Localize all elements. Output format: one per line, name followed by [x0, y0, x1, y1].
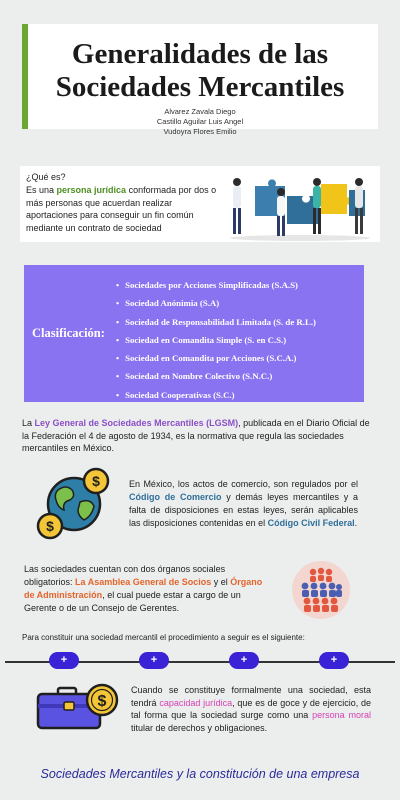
text-part: Cuando se constituye formalmente una sociedad, esta tendrá	[131, 685, 371, 708]
highlight-persona-juridica: persona jurídica	[56, 185, 127, 195]
text-part: En México, los actos de comercio, son regulados por el	[129, 479, 358, 489]
title-line-1: Generalidades de las	[71, 38, 329, 70]
highlight-lgsm: Ley General de Sociedades Mercantiles (LGSM)	[34, 418, 239, 428]
text-part: .	[354, 518, 358, 528]
group-people-icon	[291, 560, 351, 620]
list-item: • Sociedad en Nombre Colectivo (S.N.C.)	[116, 367, 316, 385]
page-title	[0, 38, 400, 104]
constitucion-paragraph	[131, 684, 371, 734]
author-1: Alvarez Zavala Diego	[164, 107, 236, 116]
comercio-paragraph	[129, 478, 358, 530]
text-part: , publicada en el Diario Oficial de la Federación el 4 de agosto de 1934, es la normativa que regula las sociedades mercantiles en México.	[22, 418, 370, 454]
text-part: y el	[211, 577, 231, 587]
timeline-step-4-button[interactable]: +	[319, 652, 349, 669]
text-part: y demás leyes mercantiles y a falta de disposiciones en estas leyes, serán aplicables las disposiciones contenidas en el	[129, 492, 358, 528]
svg-text:$: $	[46, 518, 54, 534]
ley-paragraph	[22, 417, 378, 455]
text-part: Las sociedades cuentan con dos órganos sociales obligatorios:	[24, 564, 226, 587]
list-item: • Sociedad en Comandita Simple (S. en C.S.)	[116, 331, 316, 349]
footer-title: Sociedades Mercantiles y la constitución de una empresa	[40, 767, 360, 781]
list-item: • Sociedad en Comandita por Acciones (S.C.A.)	[116, 349, 316, 367]
text-part: , el cual puede estar a cargo de un Gerente o de un Consejo de Gerentes.	[24, 590, 241, 613]
timeline-step-1-button[interactable]: +	[49, 652, 79, 669]
que-es-label: ¿Qué es?	[26, 172, 66, 182]
text-part: La	[22, 418, 35, 428]
organos-paragraph	[24, 563, 264, 615]
que-es-text	[26, 184, 222, 234]
text-part: , que es de goce y de ejercicio, de tal forma que la sociedad surge como una	[131, 697, 371, 721]
list-item: • Sociedad Cooperativas (S.C.)	[116, 386, 316, 404]
svg-text:$: $	[92, 473, 100, 489]
list-item: • Sociedad de Responsabilidad Limitada (S. de R.L.)	[116, 313, 316, 331]
timeline-step-2-button[interactable]: +	[139, 652, 169, 669]
author-2: Castillo Aguilar Luis Angel	[156, 117, 244, 126]
text-part: titular de derechos y obligaciones.	[131, 722, 268, 733]
highlight-codigo-civil: Código Civil Federal	[267, 518, 355, 528]
highlight-codigo-comercio: Código de Comercio	[129, 492, 222, 502]
timeline-step-3-button[interactable]: +	[229, 652, 259, 669]
title-line-2: Sociedades Mercantiles	[55, 71, 345, 103]
authors	[0, 107, 400, 137]
list-item: • Sociedades por Acciones Simplificadas (S.A.S)	[116, 276, 316, 294]
svg-text:$: $	[97, 693, 107, 710]
puzzle-team-illustration	[225, 168, 375, 242]
author-3: Vudoyra Flores Emilio	[163, 127, 237, 136]
text-part: Es una	[26, 185, 57, 195]
highlight-organo-admin: Órgano de Administración	[24, 577, 263, 600]
text-part: conformada por dos o más personas que acuerdan realizar aportaciones para conseguir un fin común mediante un contrato de sociedad	[26, 185, 217, 233]
highlight-persona-moral: persona moral	[312, 710, 371, 721]
briefcase-money-icon	[34, 680, 124, 732]
clasificacion-list	[116, 276, 316, 404]
procedimiento-text: Para constituir una sociedad mercantil el procedimiento a seguir es el siguiente:	[22, 633, 305, 642]
list-item: • Sociedad Anónimia (S.A)	[116, 294, 316, 312]
clasificacion-label: Clasificación:	[32, 326, 105, 340]
highlight-asamblea: La Asamblea General de Socios	[75, 577, 212, 587]
globe-money-icon	[34, 466, 118, 542]
highlight-capacidad: capacidad jurídica	[159, 697, 233, 708]
